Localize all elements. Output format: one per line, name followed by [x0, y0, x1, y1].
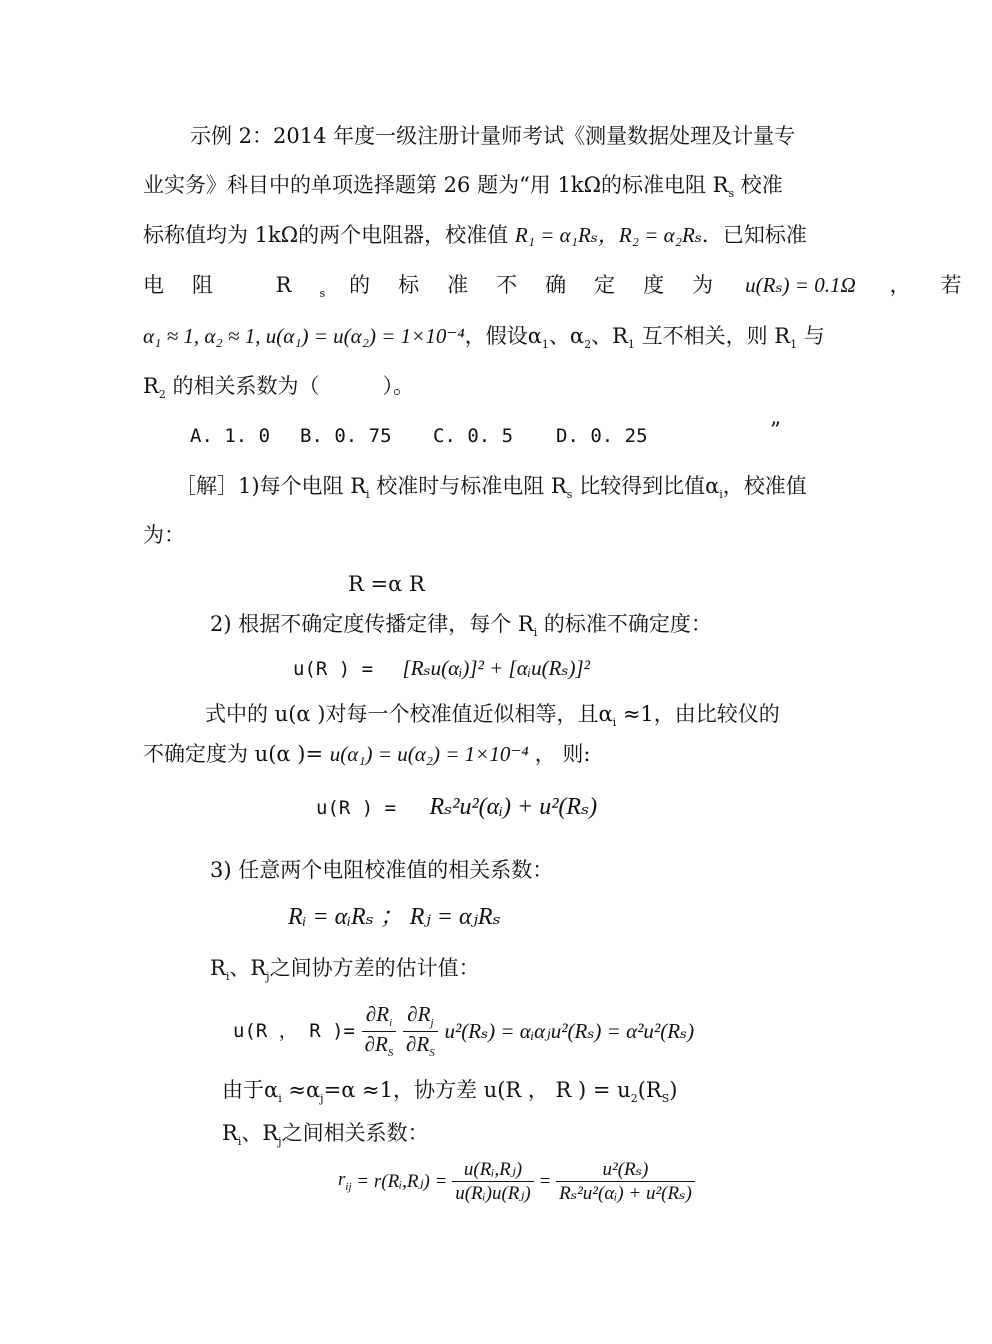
frac-num: u²(Rₛ) — [556, 1160, 695, 1182]
subscript: i — [237, 1135, 242, 1149]
subscript: i — [612, 716, 617, 730]
text-fragment: =α ≈1，协方差 u(R ， R ) = u — [323, 1078, 631, 1102]
text-fragment: ，假设α — [464, 324, 542, 348]
partial-frac-j — [403, 1004, 438, 1059]
text-fragment: 校准 — [734, 173, 783, 197]
frac-num: $\partial R_i$ — [362, 1004, 397, 1032]
text-fragment: ， 则: — [534, 742, 591, 766]
correlation-frac-2 — [556, 1160, 695, 1203]
text-fragment: ，校准值 — [722, 474, 807, 498]
subscript: 1 — [541, 338, 549, 352]
subscript: i — [278, 1092, 282, 1106]
text-fragment: 为： — [143, 523, 185, 547]
subscript: 2 — [630, 1092, 638, 1106]
equation-u-ri-simplified — [316, 795, 597, 819]
subscript: i — [225, 970, 230, 984]
subscript: s — [319, 287, 326, 301]
text-fragment: 的标准不确定度： — [537, 612, 712, 636]
text-fragment: R — [222, 1121, 238, 1145]
problem-line-4 — [143, 275, 992, 299]
subscript: j — [278, 1135, 282, 1149]
subscript: s — [728, 187, 735, 201]
problem-line-6 — [143, 376, 414, 400]
solution-line-1 — [175, 476, 807, 500]
solution-line-8 — [222, 1080, 677, 1104]
text-fragment: 的相关系数为（ ）。 — [165, 374, 414, 398]
frac-den: Rₛ²u²(αᵢ) + u²(Rₛ) — [559, 1183, 692, 1204]
equation-left: u(R ) = — [316, 797, 408, 819]
subscript: j — [266, 970, 270, 984]
option-b-text: B. 0. 75 — [300, 425, 392, 447]
closing-quote — [770, 420, 781, 441]
text-fragment: 与 — [797, 324, 825, 348]
equation-text: R =α R — [348, 572, 425, 596]
frac-num: $\partial R_j$ — [403, 1004, 438, 1032]
text-fragment: 、R — [591, 324, 628, 348]
frac-den: u(Rᵢ)u(Rⱼ) — [455, 1183, 531, 1204]
problem-line-2 — [143, 175, 783, 199]
solution-line-4 — [205, 704, 780, 728]
equals-sign: = — [538, 1171, 552, 1192]
frac-den: $\partial R_S$ — [406, 1032, 435, 1060]
equation-left: = r(Rᵢ,Rⱼ) = — [356, 1171, 448, 1192]
r-ij: $r_{ij}$ — [338, 1169, 352, 1193]
solution-line-2 — [143, 525, 185, 546]
subscript: i — [366, 488, 370, 502]
subscript: s — [566, 488, 573, 502]
closing-quote-text: ” — [770, 418, 781, 442]
problem-line-1 — [190, 126, 795, 147]
text-fragment: R — [210, 956, 226, 980]
text-fragment: 、α — [548, 324, 585, 348]
text-fragment: 不确定度为 u(α )= — [143, 742, 330, 766]
text-fragment: ≈1，由比较仪的 — [616, 702, 780, 726]
text-fragment: 标称值均为 1kΩ的两个电阻器，校准值 — [143, 223, 515, 247]
math-calibration-values: R₁ = α₁Rₛ，R₂ = α₂Rₛ — [514, 223, 702, 247]
text-fragment: (R — [637, 1078, 662, 1102]
text-fragment: ) — [669, 1078, 678, 1102]
subscript: S — [661, 1092, 670, 1106]
partial-frac-i — [362, 1004, 397, 1059]
option-a — [190, 427, 270, 446]
problem-text: 示例 2：2014 年度一级注册计量师考试《测量数据处理及计量专 — [190, 124, 796, 148]
option-c — [433, 427, 513, 446]
text-fragment: 业实务》科目中的单项选择题第 26 题为“用 1kΩ的标准电阻 R — [143, 173, 729, 197]
math-std-uncertainty: u(Rₛ) = 0.1Ω — [745, 273, 856, 297]
subscript: i — [533, 626, 538, 640]
equation-covariance — [233, 1004, 694, 1059]
equation-text: Rᵢ = αᵢRₛ ； Rⱼ = αⱼRₛ — [288, 904, 501, 930]
frac-den: $\partial R_S$ — [364, 1032, 394, 1060]
option-b — [300, 427, 392, 446]
text-fragment: 式中的 u(α )对每一个校准值近似相等，且α — [205, 702, 613, 726]
text-fragment: ．已知标准 — [701, 223, 807, 247]
text-fragment: 2) 根据不确定度传播定律，每个 R — [210, 612, 534, 636]
text-fragment: ≈α — [281, 1078, 321, 1102]
text-fragment: 3) 任意两个电阻校准值的相关系数： — [210, 858, 554, 882]
equation-right: [Rₛu(αᵢ)]² + [αᵢu(Rₛ)]² — [402, 656, 590, 680]
equation-correlation — [338, 1160, 695, 1203]
option-d-text: D. 0. 25 — [556, 425, 648, 447]
text-fragment: ［解］1)每个电阻 R — [175, 474, 367, 498]
text-fragment: 、R — [229, 956, 267, 980]
problem-line-3 — [143, 225, 807, 246]
subscript: 2 — [158, 388, 166, 402]
text-fragment: 、R — [241, 1121, 279, 1145]
option-d — [556, 427, 648, 446]
math-fragment: u(α₁) = u(α₂) = 1×10⁻⁴ — [329, 742, 529, 766]
text-fragment: 校准时与标准电阻 R — [369, 474, 567, 498]
frac-num: u(Rᵢ,Rⱼ) — [452, 1160, 534, 1182]
equation-left: u(R ， R )= — [233, 1020, 355, 1043]
option-a-text: A. 1. 0 — [190, 425, 271, 447]
subscript: 1 — [790, 338, 798, 352]
text-fragment: 比较得到比值α — [572, 474, 720, 498]
equation-ri — [348, 574, 425, 595]
subscript: 1 — [627, 338, 635, 352]
text-fragment: 之间协方差的估计值： — [269, 956, 480, 980]
solution-line-5 — [143, 744, 591, 765]
text-fragment: 由于α — [222, 1078, 279, 1102]
equation-right: u²(Rₛ) = αᵢαⱼu²(Rₛ) = α²u²(Rₛ) — [444, 1019, 695, 1044]
problem-line-5 — [143, 326, 825, 350]
text-fragment: 之间相关系数： — [281, 1121, 429, 1145]
equation-u-ri — [293, 658, 590, 679]
solution-line-7 — [210, 958, 480, 982]
text-fragment: 互不相关，则 R — [634, 324, 791, 348]
equation-left: u(R ) = — [293, 658, 385, 680]
solution-line-9 — [222, 1123, 429, 1147]
text-fragment: 电阻 R — [143, 273, 320, 297]
solution-step-2 — [210, 614, 712, 638]
subscript: j — [320, 1092, 324, 1106]
text-fragment: 的标准不确定度为 — [349, 273, 742, 297]
text-fragment: ，若 — [889, 273, 992, 297]
equation-ri-rj — [288, 905, 501, 929]
option-c-text: C. 0. 5 — [433, 425, 514, 447]
solution-step-3 — [210, 860, 553, 881]
correlation-frac-1 — [452, 1160, 534, 1203]
math-alpha-conditions: α₁ ≈ 1, α₂ ≈ 1, u(α₁) = u(α₂) = 1×10⁻⁴ — [143, 324, 465, 348]
subscript: i — [719, 488, 723, 502]
text-fragment: R — [143, 374, 159, 398]
subscript: 2 — [584, 338, 592, 352]
equation-right: Rₛ²u²(αᵢ) + u²(Rₛ) — [429, 794, 598, 820]
